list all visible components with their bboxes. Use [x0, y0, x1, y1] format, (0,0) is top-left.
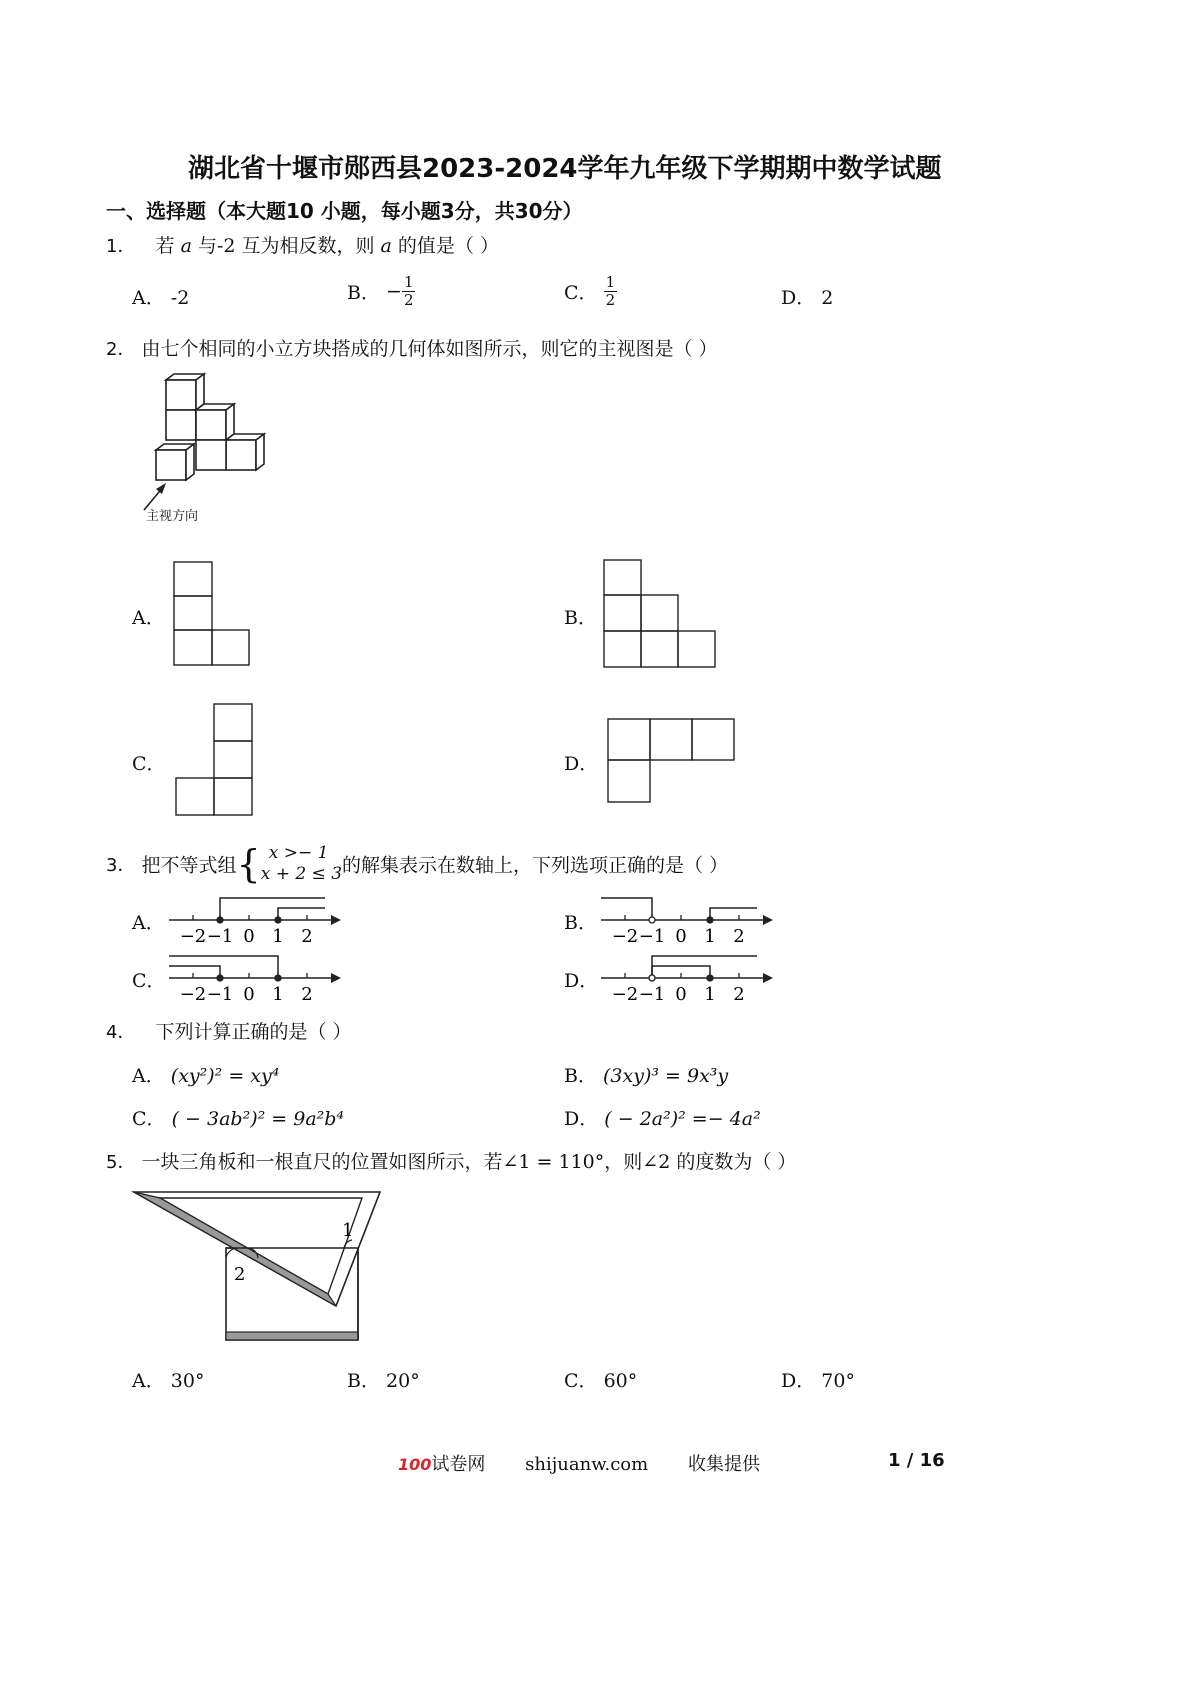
option-label: A．	[132, 1370, 165, 1392]
q2-option-b-figure	[603, 559, 723, 671]
angle-1-label: 1	[342, 1220, 354, 1241]
variable: a	[180, 235, 192, 257]
option-value: 20°	[386, 1370, 420, 1392]
question-text: 把不等式组	[141, 854, 237, 877]
option-sign: −	[386, 280, 402, 303]
q3-option-b-numberline	[597, 892, 777, 950]
q4-option-b[interactable]	[564, 1061, 728, 1088]
closed-dot	[707, 975, 713, 981]
q1-option-a[interactable]	[132, 283, 189, 310]
footer	[398, 1450, 760, 1476]
site-logo: 100	[398, 1455, 432, 1474]
q3-option-d-label[interactable]: D．	[564, 970, 599, 992]
tick-label: −2	[179, 984, 207, 1005]
option-label: D．	[781, 287, 816, 309]
closed-dot	[275, 917, 281, 923]
tick-label: 1	[272, 926, 284, 947]
question-text: 下列计算正确的是（ ）	[155, 1021, 352, 1043]
site-name: 试卷网	[431, 1454, 486, 1475]
question-1	[106, 231, 499, 258]
tick-label: 0	[243, 926, 255, 947]
solution-ray	[278, 908, 325, 920]
tick-label: −1	[206, 984, 234, 1005]
question-text: 的值是（ ）	[397, 235, 499, 257]
option-label: D．	[564, 1108, 599, 1130]
q3-option-d-numberline	[597, 950, 777, 1008]
site-url[interactable]: shijuanw.com	[525, 1454, 649, 1475]
option-value: 70°	[821, 1370, 855, 1392]
tick-label: −2	[179, 926, 207, 947]
tick-label: 0	[675, 984, 687, 1005]
q3-option-c-numberline	[165, 950, 345, 1008]
q2-option-a-figure	[173, 561, 253, 671]
figure-caption: 主视方向	[146, 509, 199, 524]
question-4	[106, 1017, 352, 1044]
q4-option-c[interactable]	[132, 1104, 344, 1131]
option-label: B．	[347, 1370, 380, 1392]
inequality-system: x >− 1 x + 2 ≤ 3	[260, 843, 343, 884]
closed-dot	[217, 917, 223, 923]
q2-option-a-label[interactable]: A．	[132, 607, 165, 629]
q5-option-c[interactable]	[564, 1366, 637, 1393]
open-dot	[649, 975, 655, 981]
q2-option-c-label[interactable]: C．	[132, 753, 166, 775]
solution-ray	[220, 898, 325, 920]
q1-option-b[interactable]	[347, 274, 415, 309]
arrow-icon	[763, 915, 773, 925]
angle-2-label: 2	[234, 1264, 246, 1285]
option-value: 30°	[170, 1370, 205, 1392]
question-text: 与-2 互为相反数，则	[197, 235, 375, 257]
question-number: 1．	[106, 236, 136, 257]
question-2	[106, 334, 718, 361]
variable: a	[380, 235, 392, 257]
tick-label: 1	[704, 984, 716, 1005]
option-label: A．	[132, 1065, 165, 1087]
page-title: 湖北省十堰市郧西县2023-2024学年九年级下学期期中数学试题	[188, 154, 942, 184]
question-number: 3．	[106, 855, 136, 876]
q2-option-d-figure	[607, 718, 739, 806]
option-label: C．	[564, 282, 598, 304]
tick-label: 2	[301, 984, 313, 1005]
q3-option-a-label[interactable]: A．	[132, 912, 165, 934]
tick-label: 0	[675, 926, 687, 947]
option-label: C．	[564, 1370, 598, 1392]
q5-option-b[interactable]	[347, 1366, 420, 1393]
question-text: 的解集表示在数轴上，下列选项正确的是（ ）	[342, 854, 729, 877]
option-expression: (xy²)² = xy⁴	[170, 1065, 280, 1087]
tick-label: 1	[704, 926, 716, 947]
tick-label: −1	[638, 926, 666, 947]
arrow-icon	[331, 915, 341, 925]
footer-credit: 收集提供	[687, 1454, 760, 1475]
question-text: 由七个相同的小立方块搭成的几何体如图所示，则它的主视图是（ ）	[141, 338, 718, 360]
q3-option-a-numberline	[165, 892, 345, 950]
q3-option-b-label[interactable]: B．	[564, 912, 597, 934]
fraction: $\frac{1}{2}$	[403, 273, 414, 309]
option-label: A．	[132, 287, 165, 309]
tick-label: 2	[733, 926, 745, 947]
arrow-icon	[331, 973, 341, 983]
arrow-icon	[763, 973, 773, 983]
option-label: B．	[347, 282, 380, 304]
closed-dot	[217, 975, 223, 981]
question-text: 一块三角板和一根直尺的位置如图所示，若∠1 = 110°，则∠2 的度数为（ ）	[141, 1151, 797, 1173]
closed-dot	[707, 917, 713, 923]
tick-label: 2	[301, 926, 313, 947]
open-dot	[649, 917, 655, 923]
q3-option-c-label[interactable]: C．	[132, 970, 166, 992]
fraction: $\frac{1}{2}$	[605, 273, 616, 309]
option-value: -2	[170, 287, 190, 309]
option-value: 60°	[603, 1370, 638, 1392]
q1-option-c[interactable]	[564, 274, 617, 309]
closed-dot	[275, 975, 281, 981]
solution-ray	[710, 908, 757, 920]
solution-ray	[169, 966, 220, 978]
triangle-ruler-figure	[130, 1188, 390, 1348]
solution-ray	[601, 898, 652, 920]
section-heading: 一、选择题（本大题10 小题，每小题3分，共30分）	[106, 199, 583, 223]
tick-label: 2	[733, 984, 745, 1005]
q5-option-d[interactable]	[781, 1366, 855, 1393]
q4-option-a[interactable]	[132, 1061, 279, 1088]
q1-option-d[interactable]	[781, 283, 833, 310]
q2-option-b-label[interactable]: B．	[564, 607, 597, 629]
option-expression: ( − 3ab²)² = 9a²b⁴	[171, 1108, 345, 1130]
option-value: 2	[821, 287, 834, 309]
q4-option-d[interactable]	[564, 1104, 761, 1131]
question-3	[106, 842, 728, 886]
solution-ray	[169, 956, 278, 978]
option-label: D．	[781, 1370, 816, 1392]
question-5	[106, 1147, 796, 1174]
question-text: 若	[155, 235, 175, 257]
option-label: B．	[564, 1065, 597, 1087]
q2-option-d-label[interactable]: D．	[564, 753, 599, 775]
question-number: 4．	[106, 1022, 136, 1043]
option-label: C．	[132, 1108, 166, 1130]
option-expression: ( − 2a²)² =− 4a²	[604, 1108, 761, 1130]
question-number: 2．	[106, 339, 136, 360]
question-number: 5．	[106, 1152, 136, 1173]
solution-ray	[652, 956, 757, 978]
tick-label: −1	[638, 984, 666, 1005]
page-number: 1 / 16	[888, 1450, 945, 1471]
tick-label: −2	[611, 926, 639, 947]
q2-option-c-figure	[175, 703, 257, 819]
tick-label: −2	[611, 984, 639, 1005]
tick-label: −1	[206, 926, 234, 947]
brace-icon: {	[236, 842, 261, 886]
q5-option-a[interactable]	[132, 1366, 204, 1393]
tick-label: 1	[272, 984, 284, 1005]
option-expression: (3xy)³ = 9x³y	[603, 1065, 729, 1087]
tick-label: 0	[243, 984, 255, 1005]
